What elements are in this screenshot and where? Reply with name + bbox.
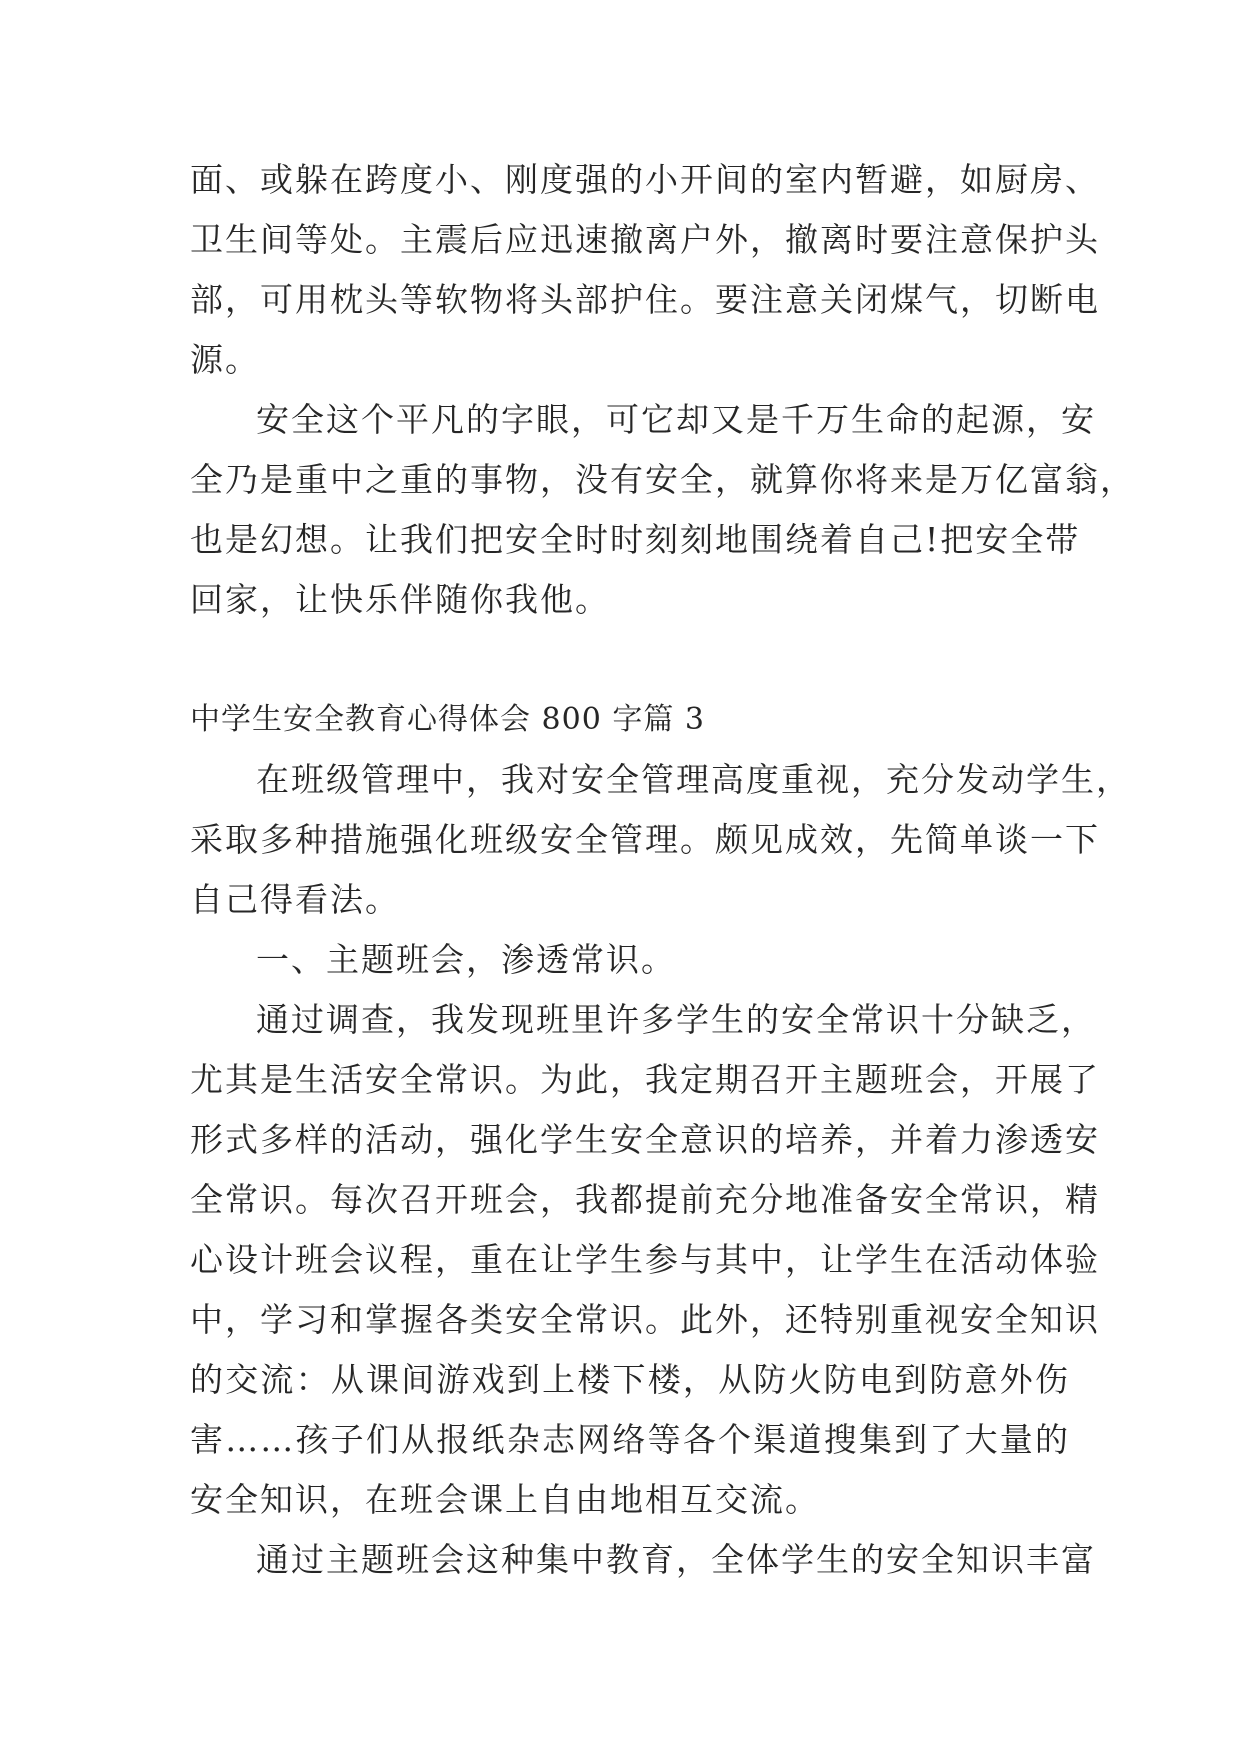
paragraph-survey [190, 990, 1100, 1530]
text-line: 也是幻想。让我们把安全时时刻刻地围绕着自己!把安全带 [190, 520, 1081, 559]
text-line: 通过调查，我发现班里许多学生的安全常识十分缺乏， [256, 1000, 1096, 1039]
text-line: 中，学习和掌握各类安全常识。此外，还特别重视安全知识 [190, 1300, 1100, 1339]
text-line: 全乃是重中之重的事物，没有安全，就算你将来是万亿富翁， [190, 460, 1135, 499]
text-line: 采取多种措施强化班级安全管理。颇见成效，先简单谈一下 [190, 820, 1100, 859]
text-line: 全常识。每次召开班会，我都提前充分地准备安全常识，精 [190, 1180, 1100, 1219]
text-line: 通过主题班会这种集中教育，全体学生的安全知识丰富 [256, 1540, 1096, 1579]
paragraph-class-management [190, 750, 1131, 930]
text-line: 面、或躲在跨度小、刚度强的小开间的室内暂避，如厨房、 [190, 160, 1100, 199]
text-line: 尤其是生活安全常识。为此，我定期召开主题班会，开展了 [190, 1060, 1100, 1099]
text-line: 源。 [190, 340, 260, 379]
document-body [190, 150, 1135, 1590]
text-line: 形式多样的活动，强化学生安全意识的培养，并着力渗透安 [190, 1120, 1100, 1159]
paragraph-safety-origin [190, 390, 1135, 630]
text-line: 的交流：从课间游戏到上楼下楼，从防火防电到防意外伤 [190, 1360, 1070, 1399]
text-line: 一、主题班会，渗透常识。 [256, 940, 676, 979]
paragraph-conclusion-start [190, 1530, 1096, 1590]
text-line: 卫生间等处。主震后应迅速撤离户外，撤离时要注意保护头 [190, 220, 1100, 259]
paragraph-earthquake-advice [190, 150, 1100, 390]
text-line: 部，可用枕头等软物将头部护住。要注意关闭煤气，切断电 [190, 280, 1100, 319]
text-line: 回家，让快乐伴随你我他。 [190, 580, 610, 619]
section-spacer [190, 630, 1070, 690]
text-line: 安全知识，在班会课上自由地相互交流。 [190, 1480, 820, 1519]
text-line: 在班级管理中，我对安全管理高度重视，充分发动学生， [256, 760, 1131, 799]
text-line: 害……孩子们从报纸杂志网络等各个渠道搜集到了大量的 [190, 1420, 1070, 1459]
text-line: 自己得看法。 [190, 880, 400, 919]
section-heading: 中学生安全教育心得体会 800 字篇 3 [190, 702, 705, 737]
text-line: 心设计班会议程，重在让学生参与其中，让学生在活动体验 [190, 1240, 1100, 1279]
paragraph-subheading-theme-meeting [190, 930, 1070, 990]
text-line: 安全这个平凡的字眼，可它却又是千万生命的起源，安 [256, 400, 1096, 439]
